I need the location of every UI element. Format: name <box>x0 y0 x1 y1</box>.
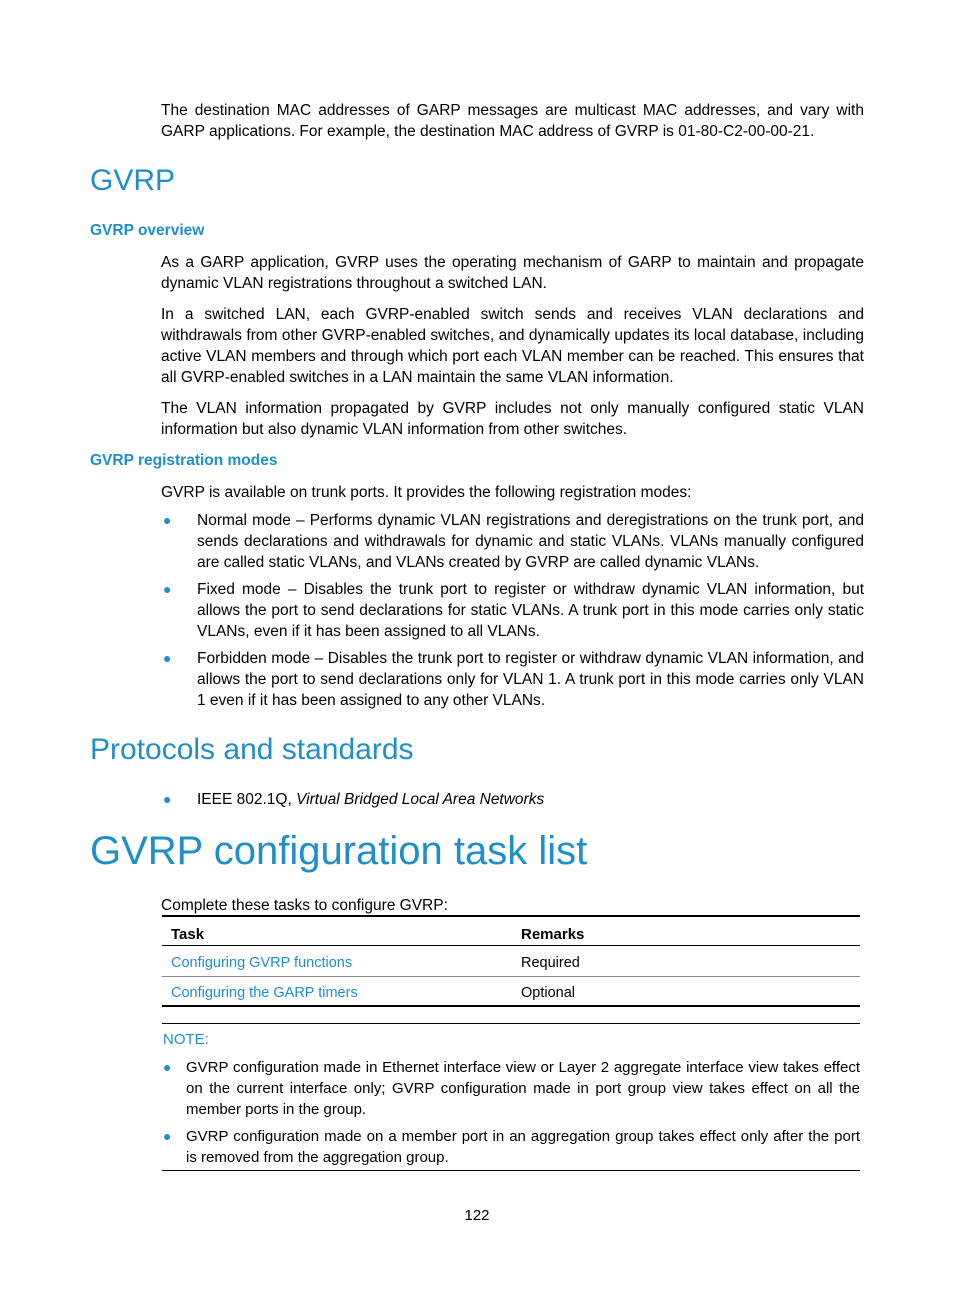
table-row <box>162 948 860 978</box>
table-row <box>162 978 860 1008</box>
list-item <box>162 1057 860 1120</box>
table-top-rule <box>162 915 860 917</box>
overview-paragraph-1: As a GARP application, GVRP uses the operating mechanism of GARP to maintain and propagate dynamic VLAN registrations throughout a switched LAN. <box>161 254 864 292</box>
list-item-text: Forbidden mode – Disables the trunk port to register or withdraw dynamic VLAN information, and allows the port to send declarations only for VLAN 1. A trunk port in this mode carries only VLAN 1 even if it has been assigned to any other VLANs. <box>197 650 864 709</box>
page-number: 122 <box>464 1207 490 1224</box>
note-item-text: GVRP configuration made in Ethernet interface view or Layer 2 aggregate interface view takes effect on the current interface only; GVRP configuration made in port group view takes effect on all the member ports in the group. <box>186 1059 860 1118</box>
bullet-dot-icon: ● <box>163 650 172 666</box>
task-list-heading: GVRP configuration task list <box>90 829 588 873</box>
table-header-rule <box>162 945 860 946</box>
column-header-task: Task <box>171 926 205 943</box>
table-bottom-rule <box>162 1005 860 1007</box>
bullet-dot-icon: ● <box>163 1128 172 1144</box>
gvrp-heading: GVRP <box>90 164 176 197</box>
registration-modes-list <box>161 510 864 717</box>
table-header-row <box>162 918 860 946</box>
note-top-rule <box>162 1023 860 1024</box>
list-item <box>161 579 864 642</box>
list-item-text: Normal mode – Performs dynamic VLAN registrations and deregistrations on the trunk port, and sends declarations and withdrawals for dynamic and static VLANs. VLANs manually configured are called static VLANs, and VLANs created by GVRP are called dynamic VLANs. <box>197 512 864 571</box>
task-list-intro: Complete these tasks to configure GVRP: <box>161 897 448 914</box>
overview-paragraph-3: The VLAN information propagated by GVRP includes not only manually configured static VLAN information but also dynamic VLAN information from other switches. <box>161 400 864 438</box>
task-remarks: Required <box>521 955 580 971</box>
list-item <box>161 510 864 573</box>
task-link-garp-timers[interactable]: Configuring the GARP timers <box>171 985 358 1001</box>
table-row-divider <box>162 976 860 977</box>
protocol-prefix: IEEE 802.1Q, <box>197 791 297 808</box>
bullet-dot-icon: ● <box>163 791 172 807</box>
protocols-heading: Protocols and standards <box>90 733 414 766</box>
list-item <box>161 648 864 711</box>
bullet-dot-icon: ● <box>163 1059 172 1075</box>
task-remarks: Optional <box>521 985 576 1001</box>
intro-paragraph: The destination MAC addresses of GARP messages are multicast MAC addresses, and vary with GARP applications. For example, the destination MAC address of GVRP is 01-80-C2-00-00-21. <box>161 102 864 140</box>
protocols-list <box>161 789 864 816</box>
note-title: NOTE: <box>163 1031 209 1048</box>
note-list <box>162 1057 860 1174</box>
bullet-dot-icon: ● <box>163 512 172 528</box>
bullet-dot-icon: ● <box>163 581 172 597</box>
list-item <box>162 1126 860 1168</box>
column-header-remarks: Remarks <box>521 926 585 943</box>
protocol-title: Virtual Bridged Local Area Networks <box>296 791 545 808</box>
overview-paragraph-2: In a switched LAN, each GVRP-enabled switch sends and receives VLAN declarations and withdrawals from other GVRP-enabled switches, and dynamically updates its local database, including active VLAN members and through which port each VLAN member can be reached. This ensures that all GVRP-enabled switches in a LAN maintain the same VLAN information. <box>161 306 864 386</box>
registration-modes-heading: GVRP registration modes <box>90 452 278 469</box>
list-item <box>161 789 864 810</box>
note-item-text: GVRP configuration made on a member port in an aggregation group takes effect only after the port is removed from the aggregation group. <box>186 1128 860 1166</box>
task-link-gvrp-functions[interactable]: Configuring GVRP functions <box>171 955 353 971</box>
registration-modes-intro: GVRP is available on trunk ports. It provides the following registration modes: <box>161 484 692 501</box>
list-item-text: Fixed mode – Disables the trunk port to register or withdraw dynamic VLAN information, but allows the port to send declarations for static VLANs. A trunk port in this mode carries only static VLANs, even if it has been assigned to all VLANs. <box>197 581 864 640</box>
note-bottom-rule <box>162 1170 860 1171</box>
gvrp-overview-heading: GVRP overview <box>90 222 205 239</box>
